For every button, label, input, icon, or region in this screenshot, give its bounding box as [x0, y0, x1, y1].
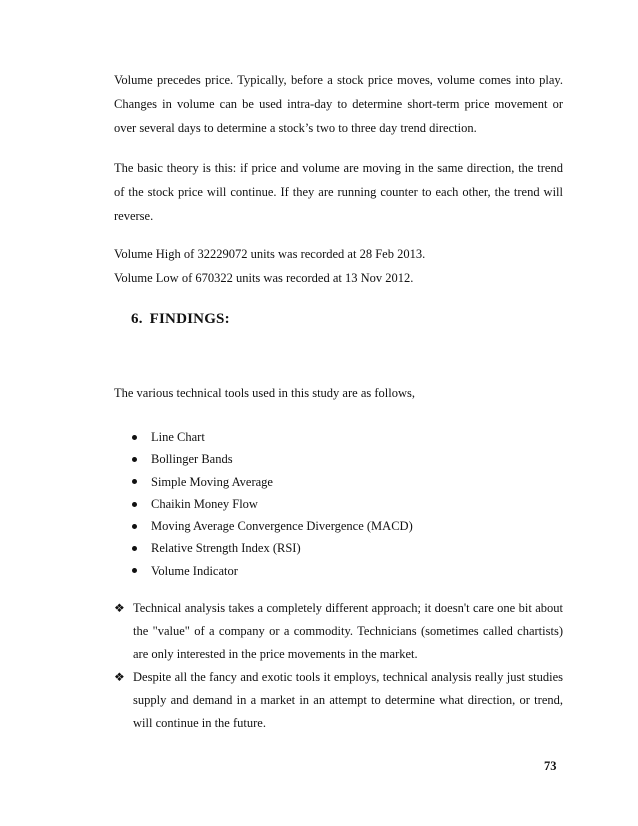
volume-records [114, 242, 563, 290]
bullet-dot-icon [132, 524, 137, 529]
page-number: 73 [544, 759, 557, 773]
finding-text: Despite all the fancy and exotic tools it employs, technical analysis really just studies supply and demand in a market in an attempt to determine what direction, or trend, will continue in the future. [133, 670, 563, 730]
paragraph-basic-theory: The basic theory is this: if price and volume are moving in the same direction, the trend of the stock price will continue. If they are running counter to each other, the trend will reverse. [114, 161, 563, 223]
section-title: FINDINGS: [149, 311, 230, 327]
volume-low-line: Volume Low of 670322 units was recorded at 13 Nov 2012. [114, 271, 414, 285]
tools-intro: The various technical tools used in this study are as follows, [114, 386, 415, 400]
paragraph-volume-precedes: Volume precedes price. Typically, before a stock price moves, volume comes into play. Changes in volume can be used intra-day to determine short-term price movement or over several days to determine a stock’s two to three day trend direction. [114, 73, 563, 135]
list-item-label: Bollinger Bands [151, 452, 233, 467]
list-item-label: Volume Indicator [151, 563, 238, 578]
list-item [131, 493, 413, 515]
list-item [131, 448, 413, 470]
list-item-label: Line Chart [151, 430, 205, 444]
list-item [131, 515, 413, 537]
finding-item [114, 666, 563, 735]
finding-item [114, 597, 563, 666]
volume-high-line: Volume High of 32229072 units was recorded at 28 Feb 2013. [114, 247, 426, 261]
list-item-label: Simple Moving Average [151, 474, 273, 489]
bullet-dot-icon [132, 568, 137, 573]
section-number: 6. [131, 311, 143, 327]
bullet-dot-icon [132, 435, 137, 440]
list-item [131, 426, 413, 448]
list-item [131, 471, 413, 493]
list-item [131, 560, 413, 582]
list-item-label: Chaikin Money Flow [151, 496, 258, 511]
section-heading [131, 311, 230, 328]
finding-text: Technical analysis takes a completely different approach; it doesn't care one bit about the "value" of a company or a commodity. Technicians (sometimes called chartists) are only interested in the price movements in the market. [133, 601, 563, 661]
diamond-bullet-icon: ❖ [114, 670, 125, 684]
list-item-label: Relative Strength Index (RSI) [151, 541, 301, 556]
bullet-dot-icon [132, 457, 137, 462]
diamond-bullet-icon: ❖ [114, 601, 125, 615]
list-item-label: Moving Average Convergence Divergence (MACD) [151, 519, 413, 534]
findings-list [114, 597, 563, 735]
bullet-dot-icon [132, 546, 137, 551]
bullet-dot-icon [132, 502, 137, 507]
list-item [131, 537, 413, 559]
tools-list [131, 426, 413, 582]
bullet-dot-icon [132, 479, 137, 484]
